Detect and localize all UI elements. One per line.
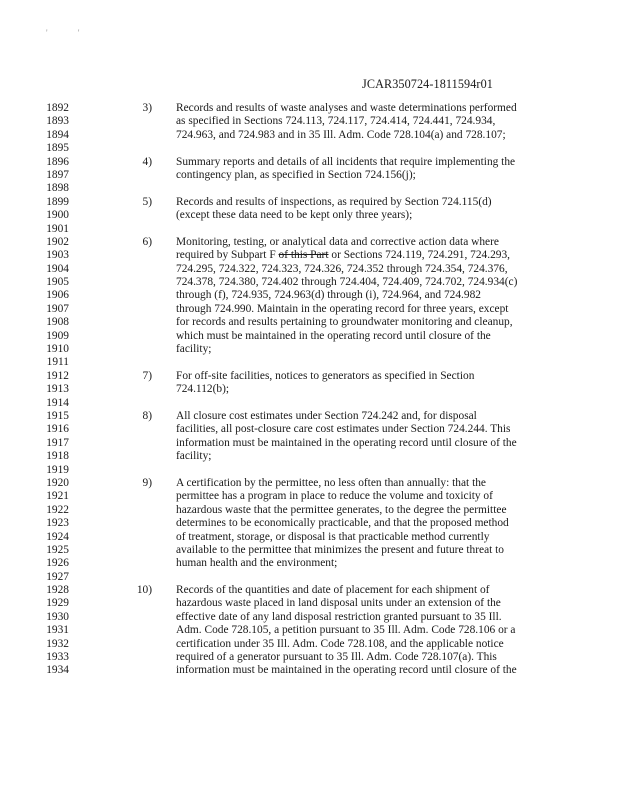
document-body — [0, 102, 618, 678]
line-number: 1924 — [46, 530, 69, 543]
item-text-line: for records and results pertaining to groundwater monitoring and cleanup, — [176, 316, 513, 329]
line-number: 1913 — [46, 383, 69, 396]
item-text-line: hazardous waste placed in land disposal units under an extension of the — [176, 597, 501, 610]
line-number: 1914 — [46, 396, 69, 409]
line-number: 1905 — [46, 276, 69, 289]
text-row — [0, 611, 618, 624]
line-number: 1933 — [46, 651, 69, 664]
blank-row — [0, 182, 618, 195]
text-row — [0, 102, 618, 115]
line-number: 1910 — [46, 343, 69, 356]
line-number: 1893 — [46, 115, 69, 128]
item-text-line: Summary reports and details of all incidents that require implementing the — [176, 155, 516, 168]
line-number: 1909 — [46, 329, 69, 342]
text-row — [0, 236, 618, 249]
item-text-line: as specified in Sections 724.113, 724.117, 724.414, 724.441, 724.934, — [176, 115, 496, 128]
text-row — [0, 557, 618, 570]
line-number: 1906 — [46, 289, 69, 302]
line-number: 1896 — [46, 155, 69, 168]
document-id-header: JCAR350724-1811594r01 — [362, 77, 493, 91]
line-number: 1934 — [46, 664, 69, 677]
text-row — [0, 490, 618, 503]
text-row — [0, 437, 618, 450]
line-number: 1900 — [46, 209, 69, 222]
struck-text: of this Part — [278, 249, 329, 262]
text-row — [0, 664, 618, 677]
line-number: 1899 — [46, 195, 69, 208]
line-number: 1923 — [46, 517, 69, 530]
item-text-line: 724.378, 724.380, 724.402 through 724.404, 724.409, 724.702, 724.934(c) — [176, 276, 518, 289]
item-number: 8) — [142, 409, 152, 422]
text-row — [0, 383, 618, 396]
line-number: 1908 — [46, 316, 69, 329]
item-text-line: of treatment, storage, or disposal is that practicable method currently — [176, 530, 490, 543]
line-number: 1929 — [46, 597, 69, 610]
line-number: 1898 — [46, 182, 69, 195]
line-number: 1918 — [46, 450, 69, 463]
line-number: 1895 — [46, 142, 69, 155]
line-number: 1912 — [46, 369, 69, 382]
blank-row — [0, 464, 618, 477]
line-number: 1930 — [46, 610, 69, 623]
text-row — [0, 477, 618, 490]
item-text-line — [176, 249, 510, 262]
line-number: 1894 — [46, 128, 69, 141]
line-number: 1927 — [46, 570, 69, 583]
item-text-line: determines to be economically practicable, and that the proposed method — [176, 517, 509, 530]
item-text-line: 724.963, and 724.983 and in 35 Ill. Adm. Code 728.104(a) and 728.107; — [176, 128, 506, 141]
text-row — [0, 330, 618, 343]
text-row — [0, 276, 618, 289]
item-text-line: available to the permittee that minimizes the present and future threat to — [176, 543, 504, 556]
item-text-line: 724.295, 724.322, 724.323, 724.326, 724.352 through 724.354, 724.376, — [176, 262, 508, 275]
text-row — [0, 303, 618, 316]
scan-mark: ' — [46, 28, 48, 38]
item-text-line: Records and results of inspections, as required by Section 724.115(d) — [176, 195, 492, 208]
item-text-line: All closure cost estimates under Section 724.242 and, for disposal — [176, 409, 477, 422]
item-text-line: facilities, all post-closure care cost estimates under Section 724.244. This — [176, 423, 511, 436]
scan-marks — [46, 28, 108, 38]
item-text-line: 724.112(b); — [176, 383, 230, 396]
text-row — [0, 196, 618, 209]
item-number: 7) — [142, 369, 152, 382]
item-number: 5) — [142, 195, 152, 208]
text-row — [0, 450, 618, 463]
item-text-line: Records of the quantities and date of placement for each shipment of — [176, 584, 490, 597]
item-text-line: For off-site facilities, notices to generators as specified in Section — [176, 369, 475, 382]
text-row — [0, 289, 618, 302]
text-row — [0, 263, 618, 276]
line-number: 1920 — [46, 476, 69, 489]
line-number: 1932 — [46, 637, 69, 650]
item-number: 3) — [142, 102, 152, 114]
line-number: 1901 — [46, 222, 69, 235]
text-row — [0, 249, 618, 262]
item-text-line: contingency plan, as specified in Section 724.156(j); — [176, 168, 416, 181]
item-text-line: permittee has a program in place to reduce the volume and toxicity of — [176, 490, 493, 503]
line-number: 1903 — [46, 249, 69, 262]
line-number: 1902 — [46, 235, 69, 248]
text-row — [0, 651, 618, 664]
item-text-line: human health and the environment; — [176, 557, 338, 570]
item-text-line: facility; — [176, 343, 212, 356]
text-row — [0, 169, 618, 182]
text-row — [0, 316, 618, 329]
text-segment: or Sections 724.119, 724.291, 724.293, — [331, 249, 511, 262]
text-row — [0, 370, 618, 383]
item-text-line: hazardous waste that the permittee generates, to the degree the permittee — [176, 503, 507, 516]
line-number: 1926 — [46, 557, 69, 570]
item-text-line: Records and results of waste analyses and waste determinations performed — [176, 102, 517, 114]
line-number: 1904 — [46, 262, 69, 275]
blank-row — [0, 223, 618, 236]
item-text-line: effective date of any land disposal restriction granted pursuant to 35 Ill. — [176, 610, 502, 623]
item-text-line: information must be maintained in the operating record until closure of the — [176, 436, 517, 449]
text-row — [0, 209, 618, 222]
blank-row — [0, 142, 618, 155]
item-text-line: (except these data need to be kept only three years); — [176, 209, 413, 222]
item-number: 4) — [142, 155, 152, 168]
text-row — [0, 544, 618, 557]
line-number: 1915 — [46, 409, 69, 422]
text-row — [0, 597, 618, 610]
item-text-line: Adm. Code 728.105, a petition pursuant to 35 Ill. Adm. Code 728.106 or a — [176, 624, 516, 637]
text-row — [0, 531, 618, 544]
text-row — [0, 624, 618, 637]
text-row — [0, 156, 618, 169]
item-text-line: A certification by the permittee, no less often than annually: that the — [176, 476, 486, 489]
line-number: 1925 — [46, 543, 69, 556]
line-number: 1917 — [46, 436, 69, 449]
item-text-line: information must be maintained in the operating record until closure of the — [176, 664, 517, 677]
item-number: 6) — [142, 235, 152, 248]
item-text-line: through (f), 724.935, 724.963(d) through (i), 724.964, and 724.982 — [176, 289, 481, 302]
text-row — [0, 638, 618, 651]
item-text-line: required of a generator pursuant to 35 Ill. Adm. Code 728.107(a). This — [176, 651, 497, 664]
item-number: 9) — [142, 476, 152, 489]
text-row — [0, 423, 618, 436]
item-text-line: which must be maintained in the operating record until closure of the — [176, 329, 491, 342]
item-text-line: through 724.990. Maintain in the operating record for three years, except — [176, 302, 509, 315]
text-row — [0, 584, 618, 597]
blank-row — [0, 571, 618, 584]
text-row — [0, 517, 618, 530]
text-row — [0, 115, 618, 128]
line-number: 1916 — [46, 423, 69, 436]
item-text-line: facility; — [176, 450, 212, 463]
line-number: 1921 — [46, 490, 69, 503]
item-number: 10) — [136, 584, 152, 597]
blank-row — [0, 356, 618, 369]
line-number: 1892 — [46, 102, 69, 114]
text-row — [0, 129, 618, 142]
line-number: 1907 — [46, 302, 69, 315]
scan-mark: ' — [77, 28, 80, 38]
text-segment: required by Subpart F — [176, 249, 276, 262]
item-text-line: certification under 35 Ill. Adm. Code 728.108, and the applicable notice — [176, 637, 504, 650]
text-row — [0, 504, 618, 517]
text-row — [0, 343, 618, 356]
text-row — [0, 410, 618, 423]
line-number: 1928 — [46, 584, 69, 597]
line-number: 1931 — [46, 624, 69, 637]
line-number: 1922 — [46, 503, 69, 516]
line-number: 1897 — [46, 168, 69, 181]
blank-row — [0, 397, 618, 410]
item-text-line: Monitoring, testing, or analytical data and corrective action data where — [176, 235, 499, 248]
line-number: 1919 — [46, 463, 69, 476]
line-number: 1911 — [46, 356, 69, 369]
